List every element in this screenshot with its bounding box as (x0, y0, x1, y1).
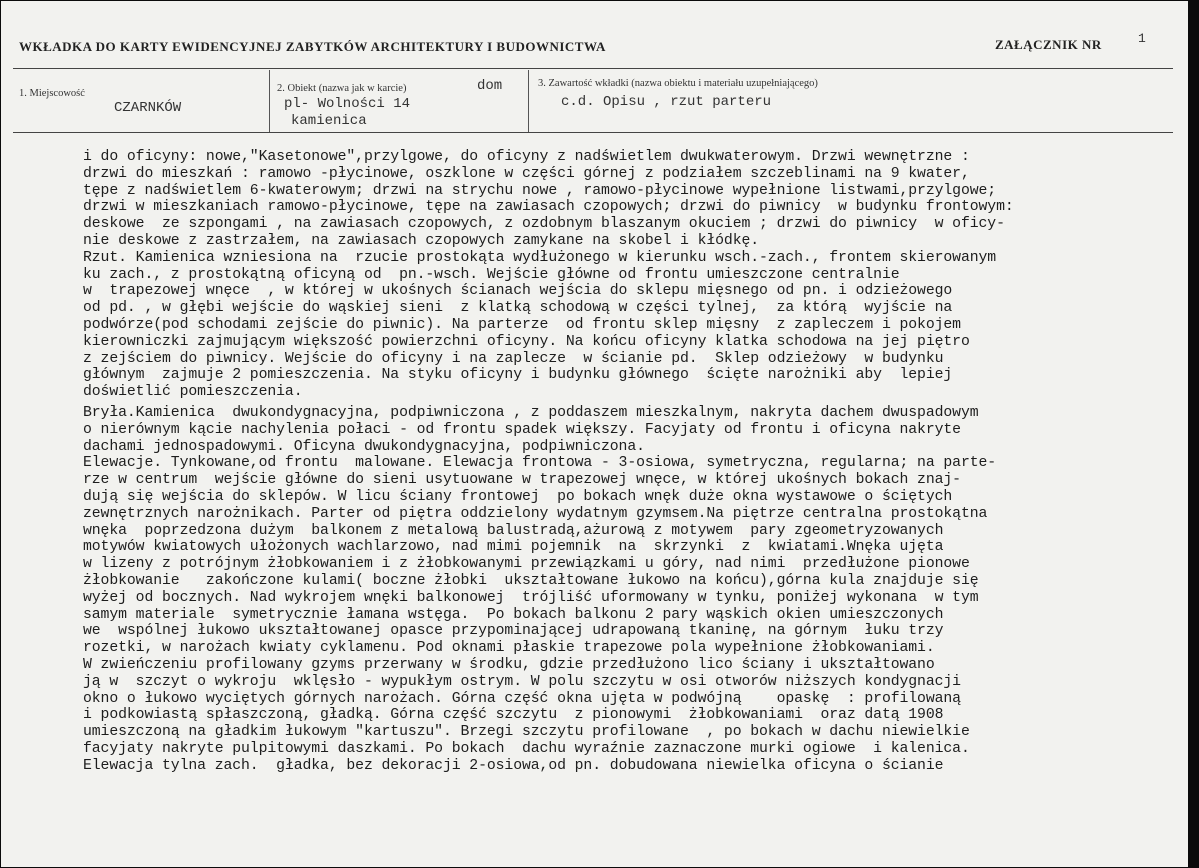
card-title: WKŁADKA DO KARTY EWIDENCYJNEJ ZABYTKÓW ARCHITEKTURY I BUDOWNICTWA (19, 39, 606, 54)
object-label: 2. Obiekt (nazwa jak w karcie) (277, 83, 407, 94)
text-line: i podkowiastą spłaszczoną, gładką. Górna część szczytu z pionowymi żłobkowaniami oraz datą 1908 (83, 707, 944, 724)
inventory-card (1, 1, 1188, 867)
text-line: W zwieńczeniu profilowany gzyms przerwany w środku, gdzie przedłużono lico ściany i ukształtowano (83, 656, 935, 673)
text-line: Rzut. Kamienica wzniesiona na rzucie prostokąta wydłużonego w kierunku wsch.-zach., frontem skierowanym (83, 249, 997, 266)
locality-value: CZARNKÓW (114, 100, 182, 116)
text-line: i do oficyny: nowe,"Kasetonowe",przylgowe, do oficyny z nadświetlem dwukwaterowym. Drzwi wewnętrzne : (83, 149, 970, 165)
text-line: samym materiale symetrycznie łamana wstęga. Po bokach balkonu 2 pary wąskich okien umieszczonych (83, 606, 944, 623)
header-rule (13, 68, 1173, 69)
object-value-2: pl- Wolności 14 (284, 96, 411, 112)
text-line: Elewacje. Tynkowane,od frontu malowane. Elewacja frontowa - 3-osiowa, symetryczna, regularna; na parte- (83, 455, 997, 472)
text-line: tępe z nadświetlem 6-kwaterowym; drzwi na strychu nowe , ramowo-płycinowe wypełnione listwami,przylgowe; (83, 182, 997, 199)
text-line: w lizeny z potrójnym żłobkowaniem i z żłobkowanymi przewiązkami u góry, nad nimi przedłużone pionowe (83, 556, 970, 573)
text-line: od pd. , w głębi wejście do wąskiej sieni z klatką schodową w części tylnej, za którą wyjście na (83, 300, 953, 317)
text-line: żłobkowanie zakończone kulami( boczne żłobki ukształtowane łukowo na końcu),górna kula znajduje się (83, 572, 979, 589)
fields-rule (13, 132, 1173, 133)
text-line: dują się wejścia do sklepów. W licu ściany frontowej po bokach wnęk duże okna wystawowe o ściętych (83, 488, 953, 505)
text-line: motywów kwiatowych ułożonych wachlarzowo, nad mimi pojemnik na skrzynki z kwiatami.Wnęka ujęta (83, 539, 944, 556)
text-line: facyjaty nakryte pulpitowymi daszkami. Po bokach dachu wyraźnie zaznaczone murki ogiowe i kalenica. (83, 740, 970, 757)
object-value-1: dom (477, 78, 503, 94)
description-text (83, 149, 1183, 774)
text-line: rze w centrum wejście główne do sieni usytuowane w trapezowej wnęce, w której ukośnych bokach znaj- (83, 472, 961, 489)
text-line: dachami jednospadowymi. Oficyna dwukondygnacyjna, podpiwniczona. (83, 438, 645, 455)
text-line: nie deskowe z zastrzałem, na zawiasach czopowych zamykane na skobel i kłódkę. (83, 232, 760, 249)
text-line: Elewacja tylna zach. gładka, bez dekoracji 2-osiowa,od pn. dobudowana niewielka oficyna o ścianie (83, 757, 944, 774)
text-line: wnęka poprzedzona dużym balkonem z metalową balustradą,ażurową z motywem pary zgeometryzowanych (83, 522, 944, 539)
annex-number: 1 (1138, 31, 1146, 46)
contents-value: c.d. Opisu , rzut parteru (561, 94, 772, 110)
text-line: podwórze(pod schodami zejście do piwnic). Na parterze od frontu sklep mięsny z zapleczem i pokojem (83, 316, 961, 333)
text-line: deskowe ze szpongami , na zawiasach czopowych, z ozdobnym blaszanym okuciem ; drzwi do piwnicy w oficy- (83, 216, 1005, 233)
object-value-3: kamienica (291, 113, 367, 129)
locality-label: 1. Miejscowość (19, 88, 85, 99)
text-line: ją w szczyt o wykroju wklęsło - wypukłym ostrym. W polu szczytu w osi otworów niższych kondygnacji (83, 673, 961, 690)
text-line: we wspólnej łukowo ukształtowanej opasce przypominającej udrapowaną tkaninę, na górnym łuku trzy (83, 623, 944, 640)
text-line: ku zach., z prostokątną oficyną od pn.-wsch. Wejście główne od frontu umieszczone centralnie (83, 266, 900, 283)
text-line: doświetlić pomieszczenia. (83, 384, 303, 401)
text-line: głównym zajmuje 2 pomieszczenia. Na styku oficyny i budynku głównego ścięte narożniki aby lepiej (83, 367, 953, 384)
text-line: drzwi w mieszkaniach ramowo-płycinowe, tępe na zawiasach czopowych; drzwi do piwnicy w budynku frontowym: (83, 199, 1014, 216)
text-line: rozetki, w narożach kwiaty cyklamenu. Pod oknami płaskie trapezowe pola wypełnione żłobkowaniami. (83, 640, 935, 657)
text-line: drzwi do mieszkań : ramowo -płycinowe, oszklone w części górnej z podziałem szczeblinami na 9 kwater, (83, 165, 970, 182)
text-line: umieszczoną na gładkim łukowym "kartuszu". Brzegi szczytu profilowane , po bokach w dachu niewielkie (83, 724, 970, 741)
text-line: w trapezowej wnęce , w której w ukośnych ścianach wejścia do sklepu mięsnego od pn. i odzieżowego (83, 283, 953, 300)
text-line: okno o łukowo wyciętych górnych narożach. Górna część okna ujęta w podwójną opaskę : profilowaną (83, 690, 961, 707)
text-line: wyżej od bocznych. Nad wykrojem wnęki balkonowej trójliść uformowany w tynku, poniżej wykonana w tym (83, 589, 979, 606)
field-divider-1 (269, 70, 270, 132)
field-divider-2 (528, 70, 529, 132)
text-line: kierowniczki zajmującym większość powierzchni oficyny. Na końcu oficyny klatka schodowa na jej piętro (83, 333, 970, 350)
contents-label: 3. Zawartość wkładki (nazwa obiektu i materiału uzupełniającego) (538, 78, 818, 89)
text-line: zewnętrznych narożnikach. Parter od piętra oddzielony wydatnym gzymsem.Na piętrze centralna prostokątna (83, 505, 988, 522)
annex-label: ZAŁĄCZNIK NR (995, 37, 1102, 52)
text-line: z zejściem do piwnicy. Wejście do oficyny i na zaplecze w ścianie pd. Sklep odzieżowy w budynku (83, 350, 944, 367)
text-line: Bryła.Kamienica dwukondygnacyjna, podpiwniczona , z poddaszem mieszkalnym, nakryta dachem dwuspadowym (83, 404, 979, 421)
text-line: o nierównym kącie nachylenia połaci - od frontu spadek większy. Facyjaty od frontu i oficyna nakryte (83, 421, 961, 438)
